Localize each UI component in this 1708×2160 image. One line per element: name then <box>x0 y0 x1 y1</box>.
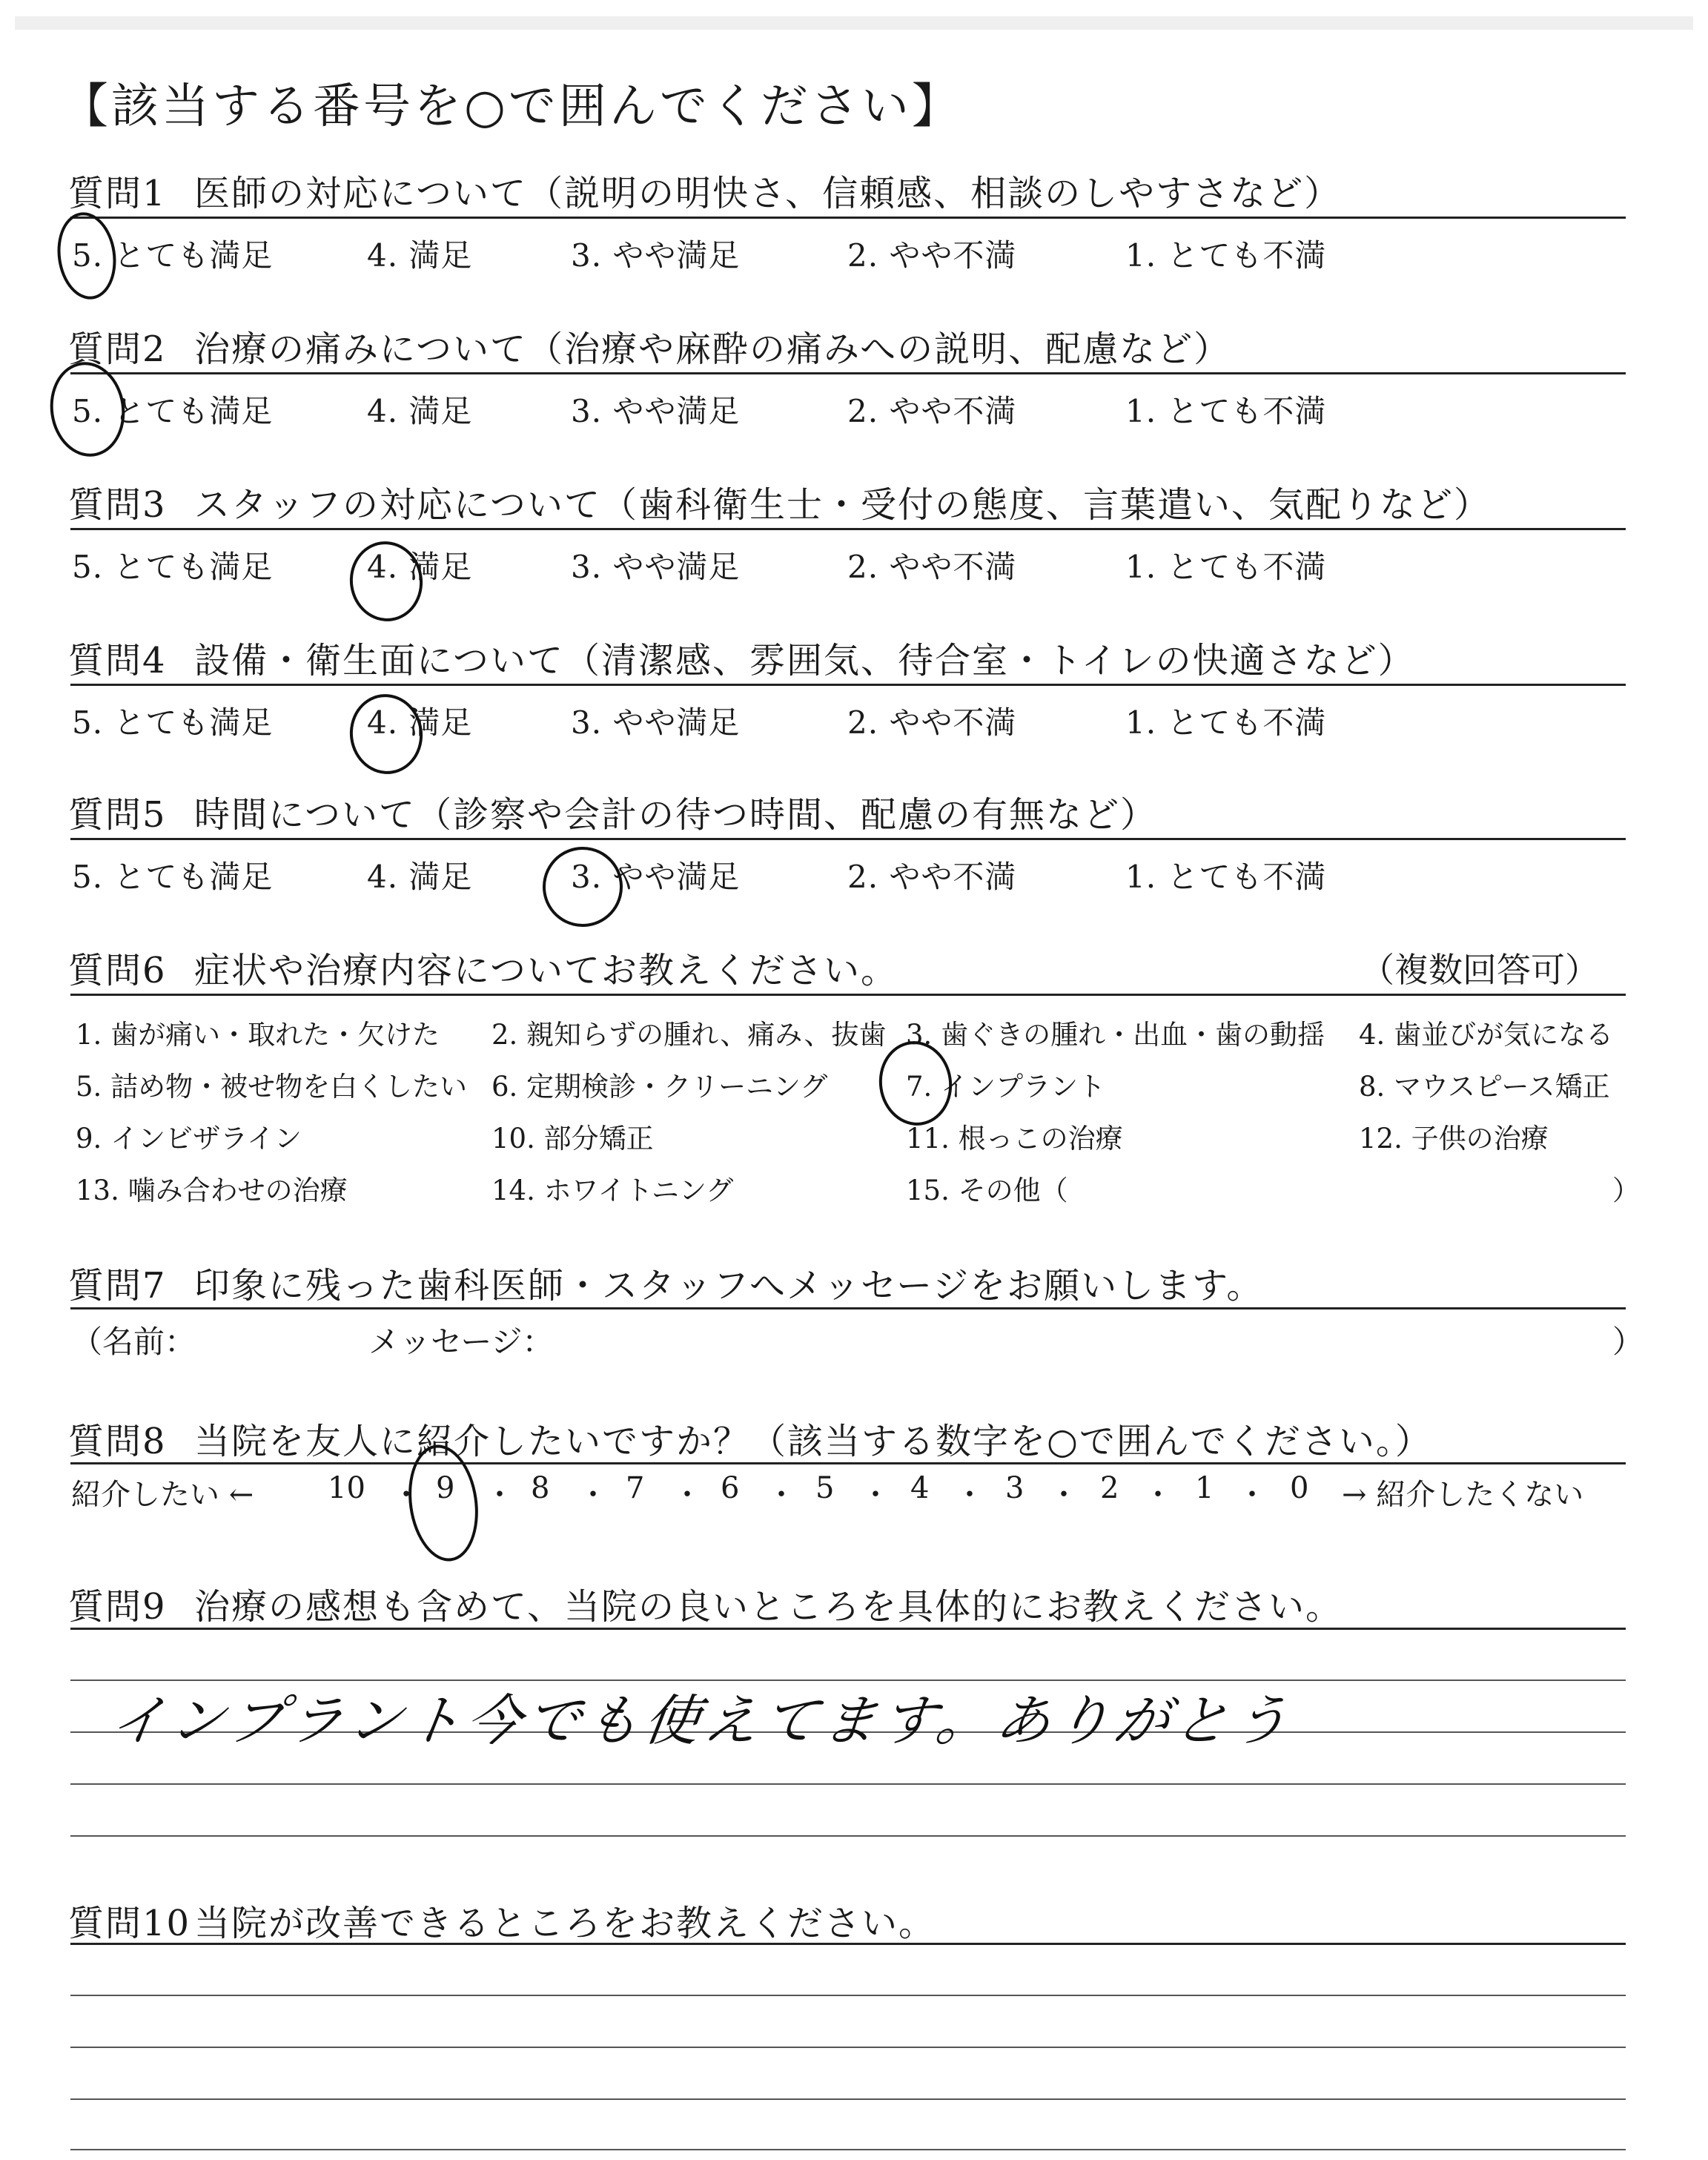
score-separator: ・ <box>672 1478 702 1512</box>
option-5[interactable]: 5. とても満足 <box>72 393 274 429</box>
score-1[interactable]: 1 <box>1195 1471 1214 1505</box>
score-0[interactable]: 0 <box>1290 1471 1309 1505</box>
option-3[interactable]: 3. やや満足 <box>571 704 741 741</box>
symptom-option-7[interactable]: 7. インプラント <box>906 1071 1106 1103</box>
score-9[interactable]: 9 <box>436 1471 455 1505</box>
option-1[interactable]: 1. とても不満 <box>1125 704 1327 741</box>
symptom-option-2[interactable]: 2. 親知らずの腫れ、痛み、抜歯 <box>491 1019 887 1051</box>
symptom-option-14[interactable]: 14. ホワイトニング <box>491 1175 734 1206</box>
option-5[interactable]: 5. とても満足 <box>72 549 274 585</box>
option-1[interactable]: 1. とても不満 <box>1125 859 1327 895</box>
option-4[interactable]: 4. 満足 <box>367 393 473 429</box>
question-heading <box>68 1578 1343 1629</box>
recommend-right-label: → 紹介したくない <box>1342 1478 1584 1512</box>
option-3[interactable]: 3. やや満足 <box>571 859 741 895</box>
question-text: 症状や治療内容についてお教えください。 <box>194 950 898 991</box>
question-text: スタッフの対応について（歯科衛生士・受付の態度、言葉遣い、気配りなど） <box>194 484 1492 526</box>
score-separator: ・ <box>767 1478 796 1512</box>
option-2[interactable]: 2. やや不満 <box>847 393 1017 429</box>
other-close-paren: ） <box>1612 1175 1640 1206</box>
option-2[interactable]: 2. やや不満 <box>847 859 1017 895</box>
option-5[interactable]: 5. とても満足 <box>72 859 274 895</box>
option-1[interactable]: 1. とても不満 <box>1125 549 1327 585</box>
score-separator: ・ <box>1049 1478 1079 1512</box>
option-1[interactable]: 1. とても不満 <box>1125 237 1327 274</box>
question-text: 当院を友人に紹介したいですか？（該当する数字を○で囲んでください。） <box>194 1421 1432 1462</box>
symptom-option-3[interactable]: 3. 歯ぐきの腫れ・出血・歯の動揺 <box>906 1019 1325 1051</box>
option-3[interactable]: 3. やや満足 <box>571 237 741 274</box>
option-4[interactable]: 4. 満足 <box>367 237 473 274</box>
question-number: 質問4 <box>68 640 167 681</box>
score-separator: ・ <box>1237 1478 1267 1512</box>
symptom-option-8[interactable]: 8. マウスピース矯正 <box>1359 1071 1610 1103</box>
score-separator: ・ <box>861 1478 890 1512</box>
answer-rule <box>70 528 1626 530</box>
question-number: 質問7 <box>68 1265 167 1307</box>
option-3[interactable]: 3. やや満足 <box>571 549 741 585</box>
score-3[interactable]: 3 <box>1005 1471 1025 1505</box>
option-4[interactable]: 4. 満足 <box>367 549 473 585</box>
option-3[interactable]: 3. やや満足 <box>571 393 741 429</box>
option-2[interactable]: 2. やや不満 <box>847 237 1017 274</box>
symptom-option-15[interactable]: 15. その他（ <box>906 1175 1068 1206</box>
symptom-option-12[interactable]: 12. 子供の治療 <box>1359 1123 1549 1155</box>
option-4[interactable]: 4. 満足 <box>367 704 473 741</box>
symptom-option-4[interactable]: 4. 歯並びが気になる <box>1359 1019 1614 1051</box>
answer-line <box>70 1783 1626 1785</box>
answer-rule <box>70 372 1626 374</box>
score-6[interactable]: 6 <box>721 1471 740 1505</box>
score-separator: ・ <box>578 1478 608 1512</box>
score-10[interactable]: 10 <box>328 1471 365 1505</box>
score-separator: ・ <box>1143 1478 1173 1512</box>
question-heading <box>68 476 1491 527</box>
option-5[interactable]: 5. とても満足 <box>72 704 274 741</box>
question-text: 時間について（診察や会計の待つ時間、配慮の有無など） <box>194 794 1158 836</box>
answer-rule <box>70 217 1626 219</box>
question-text: 治療の痛みについて（治療や麻酔の痛みへの説明、配慮など） <box>194 328 1231 370</box>
question-text: 印象に残った歯科医師・スタッフへメッセージをお願いします。 <box>194 1265 1264 1307</box>
symptom-option-1[interactable]: 1. 歯が痛い・取れた・欠けた <box>76 1019 440 1051</box>
option-5[interactable]: 5. とても満足 <box>72 237 274 274</box>
symptom-option-5[interactable]: 5. 詰め物・被せ物を白くしたい <box>76 1071 468 1103</box>
question-text: 設備・衛生面について（清潔感、雰囲気、待合室・トイレの快適さなど） <box>194 640 1415 681</box>
recommend-left-label: 紹介したい ← <box>71 1478 254 1512</box>
answer-rule <box>70 1307 1626 1309</box>
message-field-label: メッセージ： <box>368 1324 554 1360</box>
question-number: 質問1 <box>68 173 167 214</box>
answer-line <box>70 2149 1626 2150</box>
answer-rule <box>70 684 1626 686</box>
answer-line <box>70 1995 1626 1996</box>
answer-line <box>70 2098 1626 2100</box>
answer-rule <box>70 994 1626 996</box>
question-number: 質問10 <box>68 1903 191 1944</box>
score-separator: ・ <box>391 1478 421 1512</box>
question-heading <box>68 942 898 993</box>
score-5[interactable]: 5 <box>815 1471 835 1505</box>
score-2[interactable]: 2 <box>1100 1471 1119 1505</box>
question-number: 質問3 <box>68 484 167 526</box>
selection-circle <box>52 208 122 303</box>
answer-rule <box>70 838 1626 840</box>
question-heading <box>68 165 1341 216</box>
symptom-option-9[interactable]: 9. インビザライン <box>76 1123 302 1155</box>
symptom-option-11[interactable]: 11. 根っこの治療 <box>906 1123 1123 1155</box>
question-heading <box>68 632 1415 683</box>
answer-line <box>70 2047 1626 2048</box>
answer-rule <box>70 1943 1626 1945</box>
option-4[interactable]: 4. 満足 <box>367 859 473 895</box>
question-heading <box>68 320 1231 371</box>
name-field-label: （名前： <box>71 1324 196 1360</box>
question-heading <box>68 1257 1263 1308</box>
question-heading <box>68 1413 1432 1464</box>
question-text: 医師の対応について（説明の明快さ、信頼感、相談のしやすさなど） <box>194 173 1342 214</box>
score-4[interactable]: 4 <box>910 1471 930 1505</box>
handwritten-answer: インプラント今でも使えてます。ありがとう <box>106 1689 1297 1753</box>
option-2[interactable]: 2. やや不満 <box>847 549 1017 585</box>
score-7[interactable]: 7 <box>626 1471 645 1505</box>
answer-rule <box>70 1462 1626 1464</box>
question-number: 質問2 <box>68 328 167 370</box>
question-heading <box>68 1895 936 1946</box>
question-number: 質問6 <box>68 950 167 991</box>
question-heading <box>68 786 1157 837</box>
question-text: 当院が改善できるところをお教えください。 <box>194 1903 936 1944</box>
score-separator: ・ <box>485 1478 514 1512</box>
message-close-paren: ） <box>1612 1324 1644 1360</box>
score-8[interactable]: 8 <box>531 1471 550 1505</box>
option-1[interactable]: 1. とても不満 <box>1125 393 1327 429</box>
answer-rule <box>70 1628 1626 1630</box>
symptom-option-6[interactable]: 6. 定期検診・クリーニング <box>491 1071 828 1103</box>
score-separator: ・ <box>955 1478 984 1512</box>
question-number: 質問8 <box>68 1421 167 1462</box>
symptom-option-10[interactable]: 10. 部分矯正 <box>491 1123 654 1155</box>
question-text: 治療の感想も含めて、当院の良いところを具体的にお教えください。 <box>194 1586 1343 1628</box>
multiple-answers-note: （複数回答可） <box>1360 950 1599 990</box>
option-2[interactable]: 2. やや不満 <box>847 704 1017 741</box>
scan-top-edge <box>15 16 1693 30</box>
page-title: 【該当する番号を○で囲んでください】 <box>61 79 962 134</box>
question-number: 質問5 <box>68 794 167 836</box>
question-number: 質問9 <box>68 1586 167 1628</box>
symptom-option-13[interactable]: 13. 噛み合わせの治療 <box>76 1175 348 1206</box>
answer-line <box>70 1835 1626 1837</box>
